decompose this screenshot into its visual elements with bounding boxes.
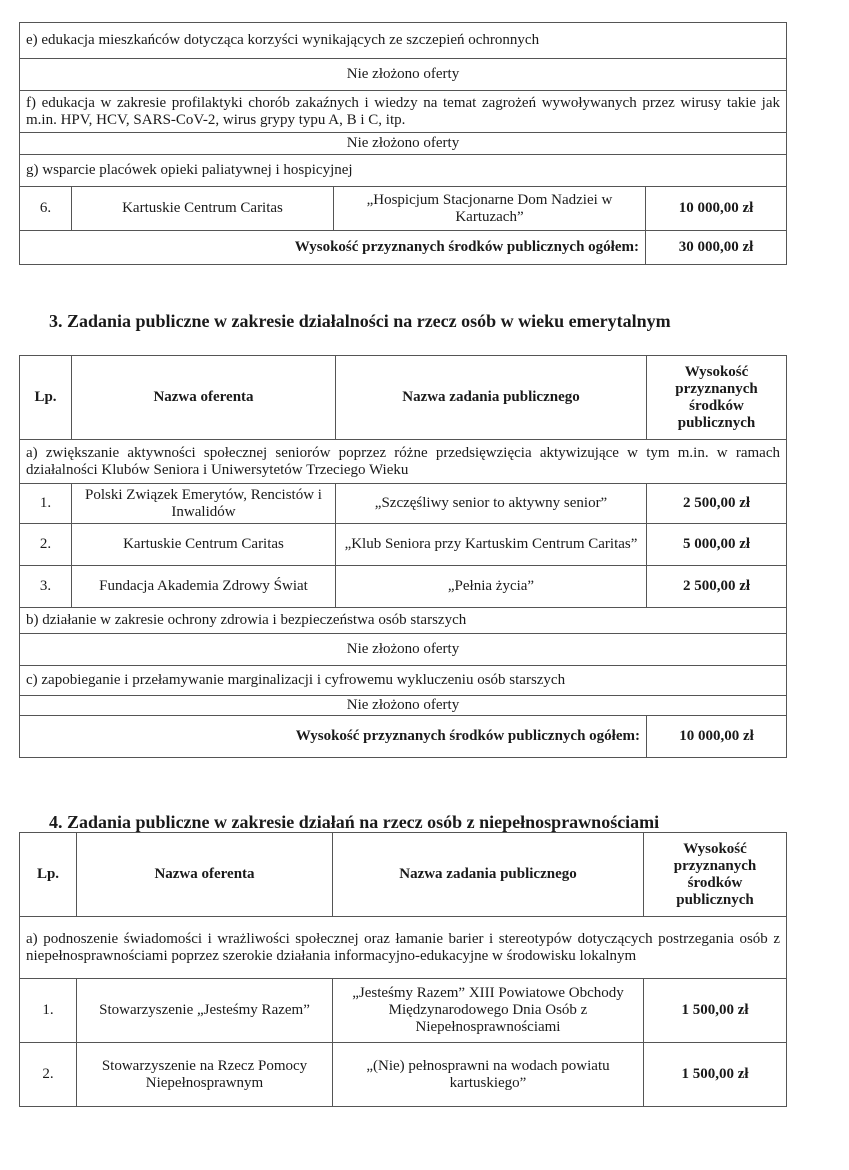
category-f-label: f) edukacja w zakresie profilaktyki chorób zakaźnych i wiedzy na temat zagrożeń wywoływanych przez wirusy takie jak m.in. HPV, HCV, SARS-CoV-2, wirus grypy typu A, B i C, itp.: [20, 91, 787, 133]
row-zadanie: „(Nie) pełnosprawni na wodach powiatu kartuskiego”: [333, 1043, 644, 1107]
table-row: [20, 979, 787, 1043]
category-g-label: g) wsparcie placówek opieki paliatywnej i hospicyjnej: [20, 155, 787, 187]
category-b-label: b) działanie w zakresie ochrony zdrowia i bezpieczeństwa osób starszych: [20, 608, 787, 634]
row-zadanie: „Hospicjum Stacjonarne Dom Nadziei w Kartuzach”: [334, 187, 646, 231]
section4-table: [19, 832, 787, 1107]
header-oferent: Nazwa oferenta: [72, 356, 336, 440]
total-label: Wysokość przyznanych środków publicznych ogółem:: [20, 231, 646, 265]
row-kwota: 2 500,00 zł: [647, 484, 787, 524]
section4-title: 4. Zadania publiczne w zakresie działań na rzecz osób z niepełnosprawnościami: [49, 812, 660, 832]
total-value: 10 000,00 zł: [647, 716, 787, 758]
row-oferent: Polski Związek Emerytów, Rencistów i Inwalidów: [72, 484, 336, 524]
row-lp: 2.: [20, 524, 72, 566]
header-oferent: Nazwa oferenta: [77, 833, 333, 917]
header-kwota: Wysokość przyznanych środków publicznych: [644, 833, 787, 917]
row-kwota: 1 500,00 zł: [644, 1043, 787, 1107]
header-lp: Lp.: [20, 833, 77, 917]
row-kwota: 10 000,00 zł: [646, 187, 787, 231]
row-kwota: 2 500,00 zł: [647, 566, 787, 608]
table-row: [20, 187, 787, 231]
row-lp: 1.: [20, 979, 77, 1043]
row-oferent: Stowarzyszenie na Rzecz Pomocy Niepełnosprawnym: [77, 1043, 333, 1107]
table-row: [20, 566, 787, 608]
section3-table: [19, 355, 787, 758]
row-zadanie: „Szczęśliwy senior to aktywny senior”: [336, 484, 647, 524]
no-offer-label: Nie złożono oferty: [20, 133, 787, 155]
category-c-label: c) zapobieganie i przełamywanie marginalizacji i cyfrowemu wykluczeniu osób starszych: [20, 666, 787, 696]
table-row: [20, 1043, 787, 1107]
no-offer-label: Nie złożono oferty: [20, 696, 787, 716]
row-lp: 3.: [20, 566, 72, 608]
row-lp: 2.: [20, 1043, 77, 1107]
row-oferent: Stowarzyszenie „Jesteśmy Razem”: [77, 979, 333, 1043]
row-lp: 6.: [20, 187, 72, 231]
table-row: [20, 484, 787, 524]
row-oferent: Fundacja Akademia Zdrowy Świat: [72, 566, 336, 608]
header-zadanie: Nazwa zadania publicznego: [336, 356, 647, 440]
header-zadanie: Nazwa zadania publicznego: [333, 833, 644, 917]
section3-title: 3. Zadania publiczne w zakresie działalności na rzecz osób w wieku emerytalnym: [49, 311, 671, 331]
category-e-label: e) edukacja mieszkańców dotycząca korzyści wynikających ze szczepień ochronnych: [20, 23, 787, 59]
category-a-label: a) zwiększanie aktywności społecznej seniorów poprzez różne przedsięwzięcia aktywizujące w tym m.in. w ramach działalności Klubów Seniora i Uniwersytetów Trzeciego Wieku: [20, 440, 787, 484]
row-oferent: Kartuskie Centrum Caritas: [72, 524, 336, 566]
header-kwota: Wysokość przyznanych środków publicznych: [647, 356, 787, 440]
row-oferent: Kartuskie Centrum Caritas: [72, 187, 334, 231]
row-kwota: 1 500,00 zł: [644, 979, 787, 1043]
row-kwota: 5 000,00 zł: [647, 524, 787, 566]
row-zadanie: „Klub Seniora przy Kartuskim Centrum Caritas”: [336, 524, 647, 566]
header-lp: Lp.: [20, 356, 72, 440]
no-offer-label: Nie złożono oferty: [20, 59, 787, 91]
table-row: [20, 524, 787, 566]
section2-table: [19, 22, 787, 265]
row-zadanie: „Jesteśmy Razem” XIII Powiatowe Obchody Międzynarodowego Dnia Osób z Niepełnosprawnościami: [333, 979, 644, 1043]
total-value: 30 000,00 zł: [646, 231, 787, 265]
category-a-label: a) podnoszenie świadomości i wrażliwości społecznej oraz łamanie barier i stereotypów dotyczących postrzegania osób z niepełnosprawnościami poprzez szerokie działania informacyjno-edukacyjne w środowisku lokalnym: [20, 917, 787, 979]
total-label: Wysokość przyznanych środków publicznych ogółem:: [20, 716, 647, 758]
no-offer-label: Nie złożono oferty: [20, 634, 787, 666]
row-lp: 1.: [20, 484, 72, 524]
row-zadanie: „Pełnia życia”: [336, 566, 647, 608]
